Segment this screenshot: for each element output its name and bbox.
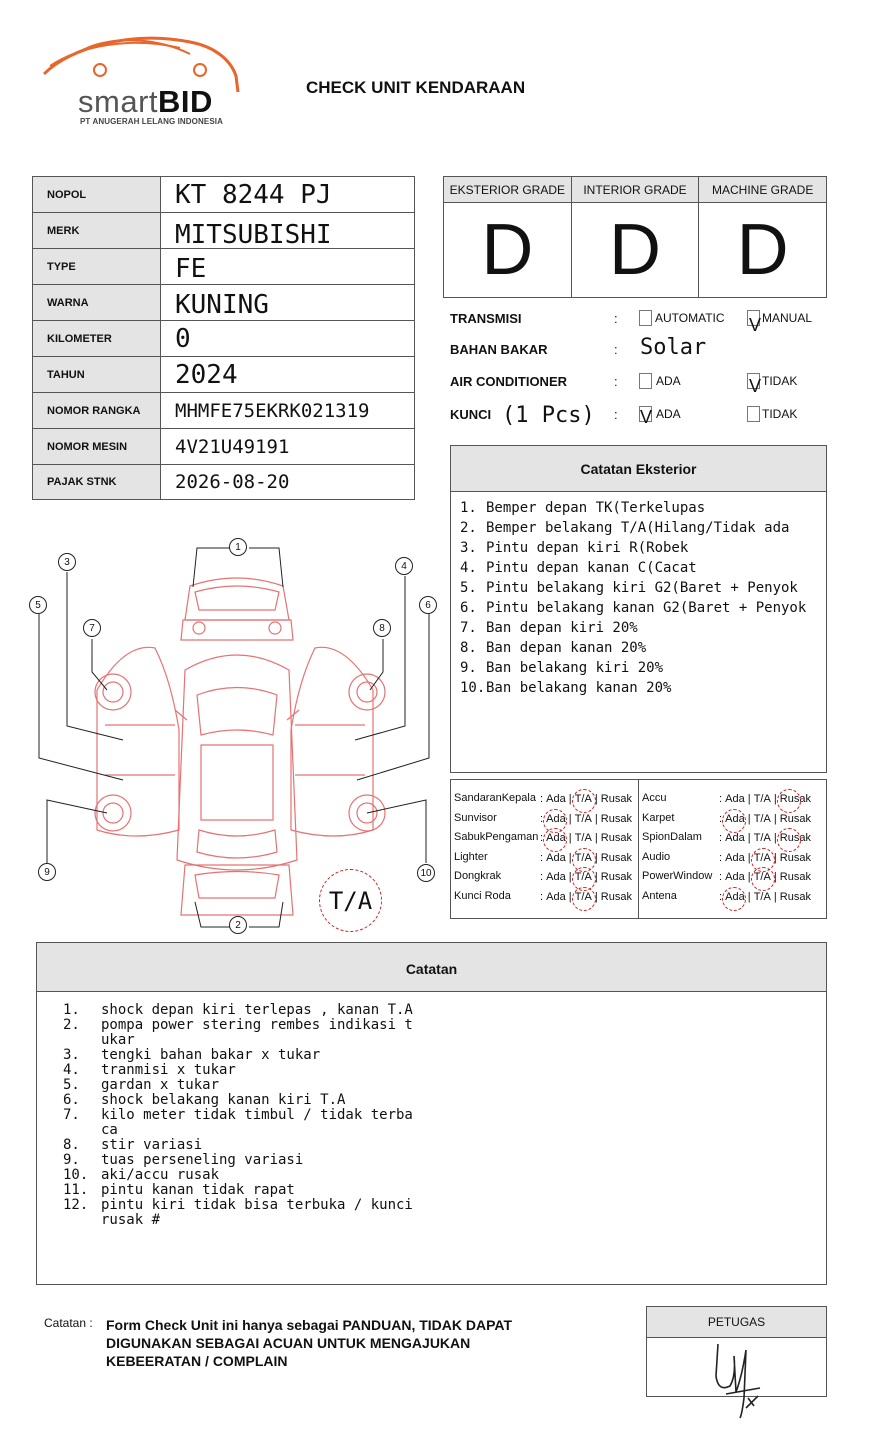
separator: | [568,890,572,903]
colon: : [614,374,618,389]
car-front-view [181,578,293,640]
accessory-row [451,789,638,809]
vehicle-row-tahun [33,357,414,393]
accessory-options [540,891,632,903]
accessory-option-rusak[interactable]: Rusak [600,793,632,805]
colon: : [719,832,723,844]
car-rear-view [181,865,293,915]
list-item: 1. Bemper depan TK(Terkelupas [460,500,706,516]
accessory-row [639,789,826,809]
accessory-options [719,871,811,883]
accessory-option-ada[interactable]: Ada [546,851,566,864]
vehicle-row-kilometer [33,321,414,357]
separator: | [594,812,598,825]
accessory-row [451,809,638,829]
grade-label: EKSTERIOR GRADE [444,177,571,203]
diagram-callout: 7 [83,619,101,637]
separator: | [773,871,777,883]
accessory-option-ta[interactable]: T/A [574,812,592,825]
list-item: 12. pintu kiri tidak bisa terbuka / kunci rusak # [63,1197,413,1228]
logo-wordmark: smartBID [78,84,213,119]
list-item: 4. Pintu depan kanan C(Cacat [460,560,697,576]
car-top-view [175,655,299,870]
vehicle-value: MITSUBISHI [175,219,332,250]
accessory-name: Kunci Roda [454,889,511,902]
vehicle-row-merk [33,213,414,249]
disclaimer-text: Form Check Unit ini hanya sebagai PANDUAN, TIDAK DAPAT DIGUNAKAN SEBAGAI ACUAN UNTUK MENGAJUKAN KEBEERATAN / COMPLAIN [106,1317,513,1369]
accessory-row [639,867,826,887]
list-item: 2. Bemper belakang T/A(Hilang/Tidak ada [460,520,790,536]
vehicle-label: WARNA [33,285,161,320]
accessory-option-ada[interactable]: Ada [546,871,566,883]
accessory-name: SabukPengaman [454,831,539,843]
vehicle-label: NOMOR RANGKA [33,393,161,428]
car-right-side-view [291,647,385,836]
vehicle-row-warna [33,285,414,321]
separator: | [747,890,751,903]
grade-value: D [481,210,534,290]
accessory-row [639,848,826,868]
separator: | [747,871,751,883]
vehicle-value: 2024 [175,359,238,390]
colon: : [719,890,723,903]
exterior-notes-list [451,492,826,698]
signature [700,1336,780,1420]
list-item: 9. tuas perseneling variasi [63,1152,304,1168]
accessory-options [540,793,632,805]
car-left-side-view [95,647,179,836]
accessory-row [639,828,826,848]
separator: | [568,793,572,805]
colon: : [540,890,544,903]
kunci-tidak-checkbox[interactable] [747,406,760,422]
accessory-name: Accu [642,792,667,804]
vehicle-label: TYPE [33,249,161,284]
separator: | [568,871,572,883]
accessory-option-ta[interactable]: T/A [753,832,771,844]
list-item: 1. shock depan kiri terlepas , kanan T.A [63,1002,413,1018]
separator: | [773,793,777,805]
grade-interior [572,177,700,297]
ac-tidak-option-label: TIDAK [762,374,798,388]
accessory-option-ta[interactable]: T/A [753,793,771,805]
accessory-option-ada[interactable]: Ada [725,890,745,903]
grade-label: INTERIOR GRADE [572,177,699,203]
accessory-option-rusak[interactable]: Rusak [600,851,632,864]
accessory-name: Dongkrak [454,870,502,882]
list-item: 6. Pintu belakang kanan G2(Baret + Penyok [460,600,807,616]
vehicle-row-nomor-rangka [33,393,414,429]
ac-ada-option-label: ADA [656,374,681,388]
accessory-option-ta[interactable]: T/A [753,851,771,864]
separator: | [568,851,572,864]
colon: : [719,851,723,864]
accessory-options [719,891,811,903]
colon: : [614,342,618,357]
vehicle-value: KT 8244 PJ [175,179,332,210]
accessory-options [719,852,811,864]
diagram-callout: 8 [373,619,391,637]
list-item: 8. Ban depan kanan 20% [460,640,647,656]
separator: | [594,832,598,844]
list-item: 10. aki/accu rusak [63,1167,220,1183]
list-item: 6. shock belakang kanan kiri T.A [63,1092,346,1108]
accessory-option-rusak[interactable]: Rusak [600,871,632,883]
colon: : [540,871,544,883]
accessory-options [540,871,632,883]
accessory-option-ada[interactable]: Ada [725,793,745,805]
separator: | [568,832,572,844]
list-item: 2. pompa power stering rembes indikasi tukar [63,1017,413,1048]
vehicle-value: FE [175,253,207,284]
separator: | [747,832,751,844]
bahan-bakar-value: Solar [640,335,707,360]
kunci-tidak-option-label: TIDAK [762,407,798,421]
vehicle-row-nomor-mesin [33,429,414,465]
colon: : [614,311,618,326]
accessories-left-column [451,780,639,918]
accessory-option-ada[interactable]: Ada [725,832,745,844]
manual-option-label: MANUAL [762,311,813,325]
grade-machine [699,177,826,297]
vehicle-row-nopol [33,177,414,213]
accessory-option-ta[interactable]: T/A [753,871,771,883]
kunci-count: (1 Pcs) [502,403,595,428]
logo-subtitle: PT ANUGERAH LELANG INDONESIA [80,117,223,126]
grade-exterior [444,177,572,297]
notes-list [37,992,826,1228]
separator: | [773,832,777,844]
accessory-option-rusak[interactable]: Rusak [600,832,632,844]
check-mark-icon: V [749,376,762,396]
accessory-options [540,852,632,864]
check-mark-icon: V [749,315,762,335]
vehicle-value: 0 [175,323,191,354]
accessory-option-ada[interactable]: Ada [725,871,745,883]
grade-value: D [609,210,661,290]
automatic-checkbox[interactable] [639,310,652,326]
officer-label: PETUGAS [647,1307,826,1338]
vehicle-info-table [32,176,415,500]
accessory-option-ta[interactable]: T/A [574,871,592,883]
accessory-row [451,828,638,848]
accessory-row [639,887,826,907]
separator: | [594,851,598,864]
accessory-option-rusak[interactable]: Rusak [779,793,811,805]
colon: : [540,832,544,844]
colon: : [540,793,544,805]
accessory-options [719,832,811,844]
accessories-right-column [639,780,826,918]
accessory-name: Sunvisor [454,811,497,824]
accessory-option-ta[interactable]: T/A [753,812,771,825]
vehicle-value: 2026-08-20 [175,471,290,493]
list-item: 11. pintu kanan tidak rapat [63,1182,295,1198]
accessory-option-rusak[interactable]: Rusak [600,890,632,903]
accessory-option-ada[interactable]: Ada [546,832,566,844]
bahan-bakar-label: BAHAN BAKAR [450,342,548,357]
colon: : [540,812,544,825]
separator: | [747,793,751,805]
list-item: 9. Ban belakang kiri 20% [460,660,664,676]
automatic-option-label: AUTOMATIC [655,311,725,325]
colon: : [614,407,618,422]
list-item: 3. Pintu depan kiri R(Robek [460,540,689,556]
accessory-options [540,813,632,825]
notes-title: Catatan [37,943,826,992]
footer-label: Catatan : [44,1316,93,1330]
separator: | [773,812,777,825]
accessory-option-ada[interactable]: Ada [546,890,566,903]
colon: : [719,812,723,825]
accessory-row [451,887,638,907]
accessory-name: Karpet [642,811,675,824]
vehicle-damage-diagram [25,530,445,940]
vehicle-label: NOMOR MESIN [33,429,161,464]
separator: | [594,890,598,903]
accessory-option-ada[interactable]: Ada [725,812,745,825]
accessory-option-ta[interactable]: T/A [753,890,771,903]
vehicle-label: MERK [33,213,161,248]
accessory-option-rusak[interactable]: Rusak [779,890,811,903]
separator: | [594,793,598,805]
accessory-option-ada[interactable]: Ada [725,851,745,864]
accessory-option-ta[interactable]: T/A [574,832,592,844]
transmisi-label: TRANSMISI [450,311,522,326]
diagram-callout: 2 [229,916,247,934]
accessory-options [719,793,811,805]
vehicle-label: KILOMETER [33,321,161,356]
grade-label: MACHINE GRADE [699,177,826,203]
diagram-callout: 1 [229,538,247,556]
accessory-option-ta[interactable]: T/A [574,851,592,864]
accessory-row [451,848,638,868]
separator: | [747,851,751,864]
accessory-name: Antena [642,889,677,902]
list-item: 5. Pintu belakang kiri G2(Baret + Penyok [460,580,798,596]
notes-panel [36,942,827,1285]
accessory-name: Audio [642,850,671,863]
list-item: 5. gardan x tukar [63,1077,220,1093]
separator: | [568,812,572,825]
diagram-callout: 10 [417,864,435,882]
exterior-notes-title: Catatan Eksterior [451,446,826,492]
vehicle-row-pajak-stnk [33,465,414,499]
accessory-row [639,809,826,829]
accessory-option-ta[interactable]: T/A [574,793,592,805]
accessory-option-rusak[interactable]: Rusak [600,812,632,825]
accessory-option-rusak[interactable]: Rusak [779,832,811,844]
check-mark-icon: V [640,407,653,427]
accessory-option-ta[interactable]: T/A [574,890,592,903]
vehicle-row-type [33,249,414,285]
separator: | [594,871,598,883]
separator: | [747,812,751,825]
list-item: 7. kilo meter tidak timbul / tidak terbaca [63,1107,413,1138]
accessory-option-ada[interactable]: Ada [546,812,566,825]
colon: : [540,851,544,864]
vehicle-label: PAJAK STNK [33,465,161,499]
accessory-options [540,832,632,844]
grade-value: D [736,210,789,290]
diagram-callout: 4 [395,557,413,575]
colon: : [719,793,723,805]
accessory-name: Lighter [454,850,488,863]
list-item: 4. tranmisi x tukar [63,1062,236,1078]
grade-panel [443,176,827,298]
vehicle-value: 4V21U49191 [175,435,290,458]
exterior-notes-panel [450,445,827,773]
ac-label: AIR CONDITIONER [450,374,567,389]
diagram-callout: 6 [419,596,437,614]
list-item: 10. Ban belakang kanan 20% [460,680,672,696]
colon: : [719,871,723,883]
diagram-callout: 9 [38,863,56,881]
vehicle-value: KUNING [175,289,269,320]
vehicle-label: TAHUN [33,357,161,392]
ta-stamp: T/A [319,869,382,932]
diagram-callout: 5 [29,596,47,614]
kunci-ada-option-label: ADA [656,407,681,421]
accessory-options [719,813,811,825]
accessory-row [451,867,638,887]
accessory-name: SpionDalam [642,831,702,843]
accessory-option-rusak[interactable]: Rusak [779,812,811,825]
accessory-option-ada[interactable]: Ada [546,793,566,805]
page-title: CHECK UNIT KENDARAAN [306,78,526,97]
diagram-callout: 3 [58,553,76,571]
kunci-label: KUNCI [450,407,492,422]
list-item: 7. Ban depan kiri 20% [460,620,638,636]
accessory-name: SandaranKepala [454,792,536,804]
ac-ada-checkbox[interactable] [639,373,652,389]
vehicle-label: NOPOL [33,177,161,212]
vehicle-value: MHMFE75EKRK021319 [175,399,370,422]
accessory-name: PowerWindow [642,870,713,882]
separator: | [773,851,777,864]
list-item: 3. tengki bahan bakar x tukar [63,1047,321,1063]
separator: | [773,890,777,903]
accessory-option-rusak[interactable]: Rusak [779,871,811,883]
accessories-table [450,779,827,919]
list-item: 8. stir variasi [63,1137,203,1153]
accessory-option-rusak[interactable]: Rusak [779,851,811,864]
